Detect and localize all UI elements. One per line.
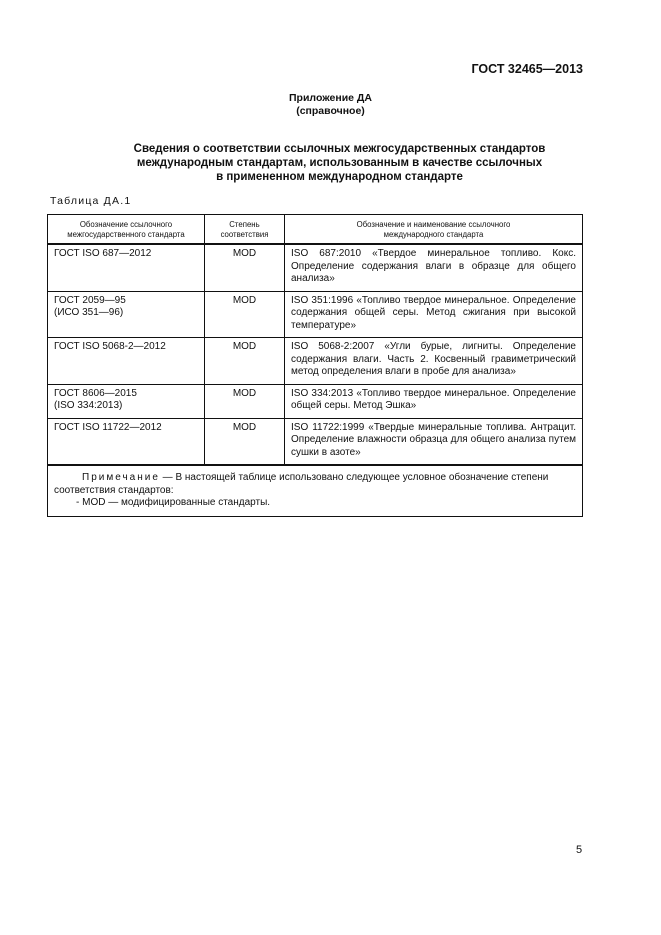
gost-designation: ГОСТ 8606—2015 (54, 387, 137, 399)
iso-cell: ISO 687:2010 «Твердое минеральное топливо. Кокс. Определение содержания влаги в образце для общего анализа» (285, 244, 583, 291)
gost-alt-designation: (ИСО 351—96) (54, 307, 124, 318)
gost-cell (48, 384, 205, 418)
correspondence-table (47, 214, 583, 517)
gost-designation: ГОСТ 2059—95 (54, 294, 126, 306)
column-header-gost-line-1: Обозначение ссылочного (79, 220, 173, 229)
table-caption: Таблица ДА.1 (50, 195, 132, 207)
table-row (48, 418, 583, 465)
gost-cell (48, 244, 205, 291)
degree-cell: MOD (205, 384, 285, 418)
degree-cell: MOD (205, 418, 285, 465)
table-row (48, 291, 583, 338)
degree-cell: MOD (205, 291, 285, 338)
table-note-row (48, 465, 583, 516)
degree-cell: MOD (205, 338, 285, 385)
gost-designation: ГОСТ ISO 5068-2—2012 (54, 341, 166, 352)
heading-line-2: международным стандартам, использованным в качестве ссылочных (136, 157, 543, 169)
gost-cell (48, 291, 205, 338)
heading-line-3: в примененном международном стандарте (216, 171, 463, 183)
iso-cell: ISO 5068-2:2007 «Угли бурые, лигниты. Определение содержания влаги. Часть 2. Косвенный гравиметрический метод определения влаги в пробе для анализа» (285, 338, 583, 385)
annex-title: Приложение ДА (289, 92, 372, 104)
column-header-degree (205, 215, 285, 245)
note-label: Примечание (82, 472, 160, 483)
column-header-iso-line-1: Обозначение и наименование ссылочного (356, 220, 511, 229)
table-row (48, 244, 583, 291)
degree-cell: MOD (205, 244, 285, 291)
iso-cell: ISO 11722:1999 «Твердые минеральные топлива. Антрацит. Определение влажности образца для общего анализа путем сушки в азоте» (285, 418, 583, 465)
gost-alt-designation: (ISO 334:2013) (54, 400, 123, 411)
note-item: - MOD — модифицированные стандарты. (76, 497, 271, 508)
page-number: 5 (576, 844, 583, 856)
table-note (48, 465, 583, 516)
table-row (48, 384, 583, 418)
gost-designation: ГОСТ ISO 11722—2012 (54, 421, 162, 433)
gost-cell (48, 418, 205, 465)
annex-heading (0, 92, 661, 118)
column-header-gost-line-2: межгосударственного стандарта (67, 230, 185, 239)
column-header-iso-line-2: международного стандарта (383, 230, 484, 239)
column-header-degree-line-1: Степень (229, 220, 260, 229)
column-header-degree-line-2: соответствия (220, 230, 269, 239)
annex-subtitle: (справочное) (296, 105, 365, 117)
heading-line-1: Сведения о соответствии ссылочных межгосударственных стандартов (133, 143, 546, 155)
note-paragraph (54, 472, 576, 497)
iso-cell: ISO 351:1996 «Топливо твердое минеральное. Определение содержания общей серы. Метод сжигания при высокой температуре» (285, 291, 583, 338)
gost-cell (48, 338, 205, 385)
note-text: — В настоящей таблице использовано следующее условное обозначение степени соответствия стандартов: (54, 472, 549, 496)
column-header-iso (285, 215, 583, 245)
table-header-row (48, 215, 583, 245)
section-heading (48, 142, 631, 184)
column-header-gost (48, 215, 205, 245)
gost-designation: ГОСТ ISO 687—2012 (54, 248, 152, 259)
standard-code: ГОСТ 32465—2013 (471, 62, 583, 76)
table-row (48, 338, 583, 385)
iso-cell: ISO 334:2013 «Топливо твердое минеральное. Определение общей серы. Метод Эшка» (285, 384, 583, 418)
